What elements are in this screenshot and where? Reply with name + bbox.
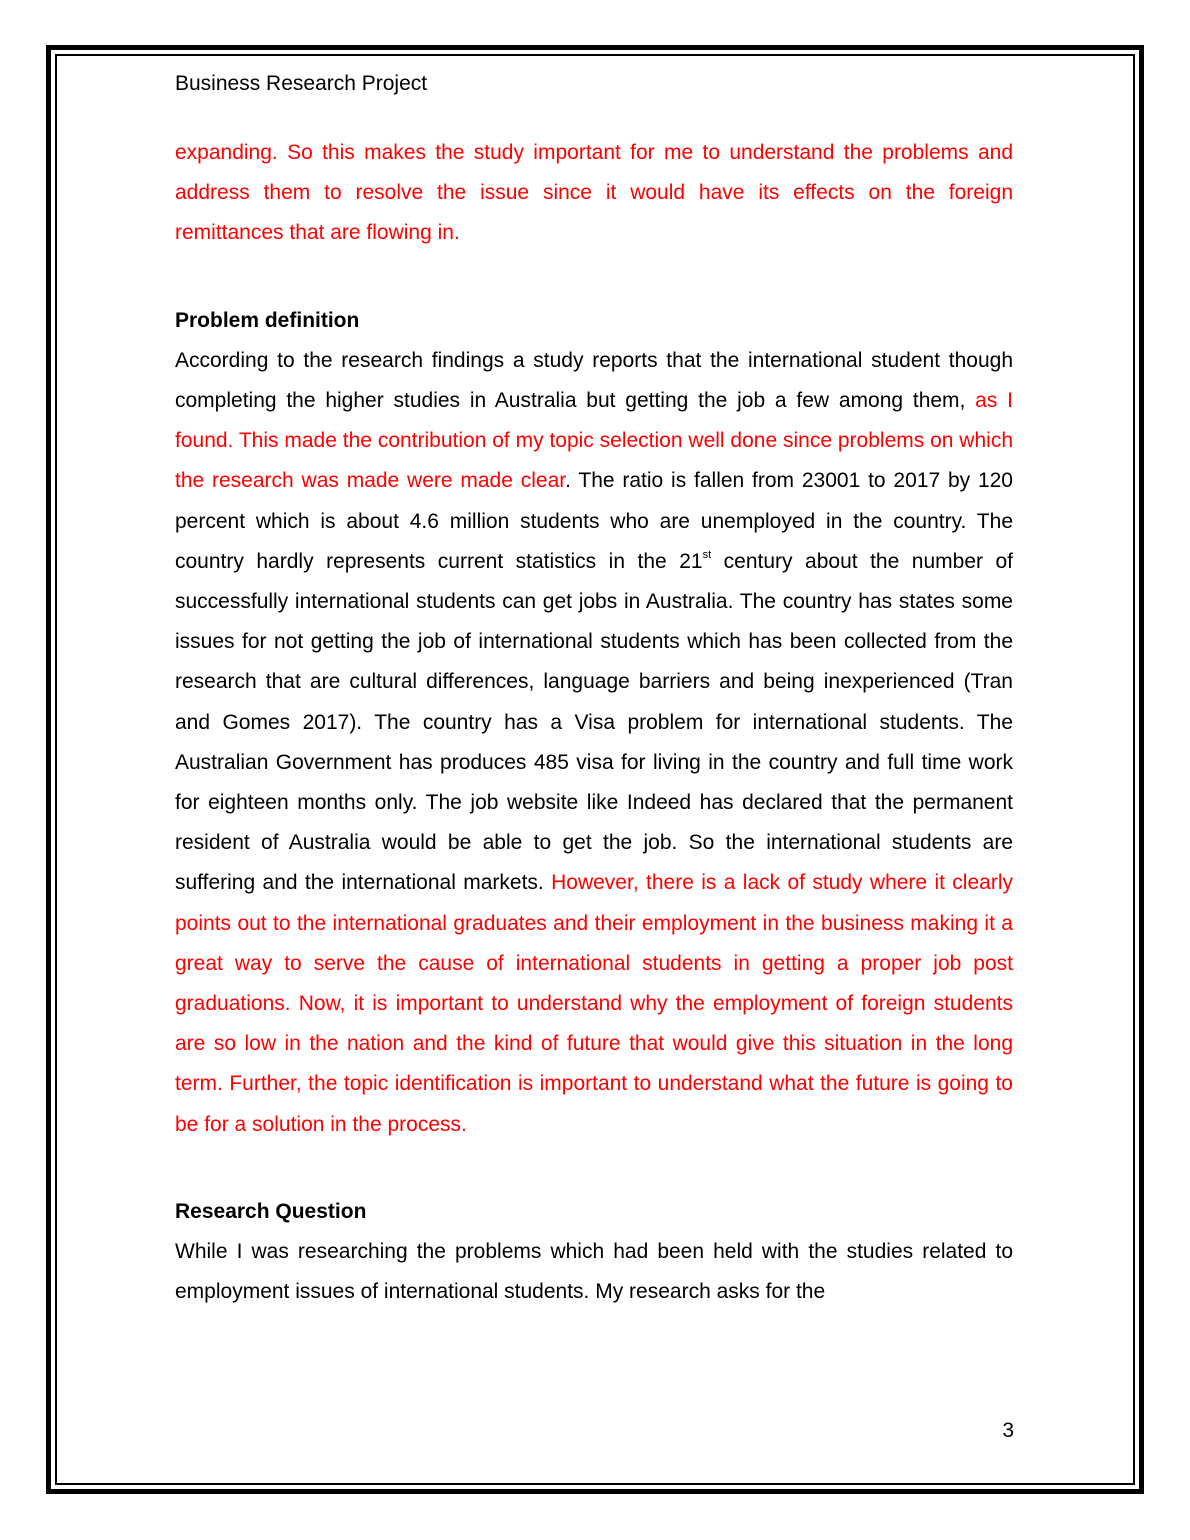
- research-question-heading: Research Question: [175, 1199, 367, 1223]
- ordinal-superscript: st: [702, 548, 712, 561]
- page-number: 3: [1002, 1419, 1014, 1442]
- problem-definition-heading: Problem definition: [175, 308, 360, 332]
- problem-text-2-highlight: as I found. This made the contribution of my topic selection well done since problems on which the research was made were made clear: [175, 389, 1013, 493]
- section-spacer: [175, 1145, 1013, 1192]
- research-question-paragraph: While I was researching the problems which had been held with the studies related to employment issues of international students. My research asks for the: [175, 1240, 1013, 1304]
- problem-text-3: . The ratio is fallen from 23001 to 2017 by 120 percent which is about 4.6 million students who are unemployed in the country. The country hardly represents current statistics in the 21: [175, 469, 1013, 573]
- problem-text-5-highlight: However, there is a lack of study where it clearly points out to the international graduates and their employment in the business making it a great way to serve the cause of international students in getting a proper job post graduations. Now, it is important to understand why the employment of foreign students are so low in the nation and the kind of future that would give this situation in the long term. Further, the topic identification is important to understand what the future is going to be for a solution in the process.: [175, 871, 1013, 1136]
- document-body: [175, 133, 1013, 1312]
- section-spacer: [175, 254, 1013, 301]
- running-header: Business Research Project: [175, 72, 428, 95]
- problem-text-4: century about the number of successfully international students can get jobs in Australia. The country has states some issues for not getting the job of international students which has been collected from the research that are cultural differences, language barriers and being inexperienced (Tran and Gomes 2017). The country has a Visa problem for international students. The Australian Government has produces 485 visa for living in the country and full time work for eighteen months only. The job website like Indeed has declared that the permanent resident of Australia would be able to get the job. So the international students are suffering and the international markets.: [175, 549, 1014, 895]
- problem-text-1: According to the research findings a study reports that the international student though completing the higher studies in Australia but getting the job a few among them,: [175, 348, 1013, 413]
- problem-definition-paragraph: [175, 341, 1013, 1145]
- intro-paragraph: expanding. So this makes the study important for me to understand the problems and address them to resolve the issue since it would have its effects on the foreign remittances that are flowing in.: [175, 141, 1013, 245]
